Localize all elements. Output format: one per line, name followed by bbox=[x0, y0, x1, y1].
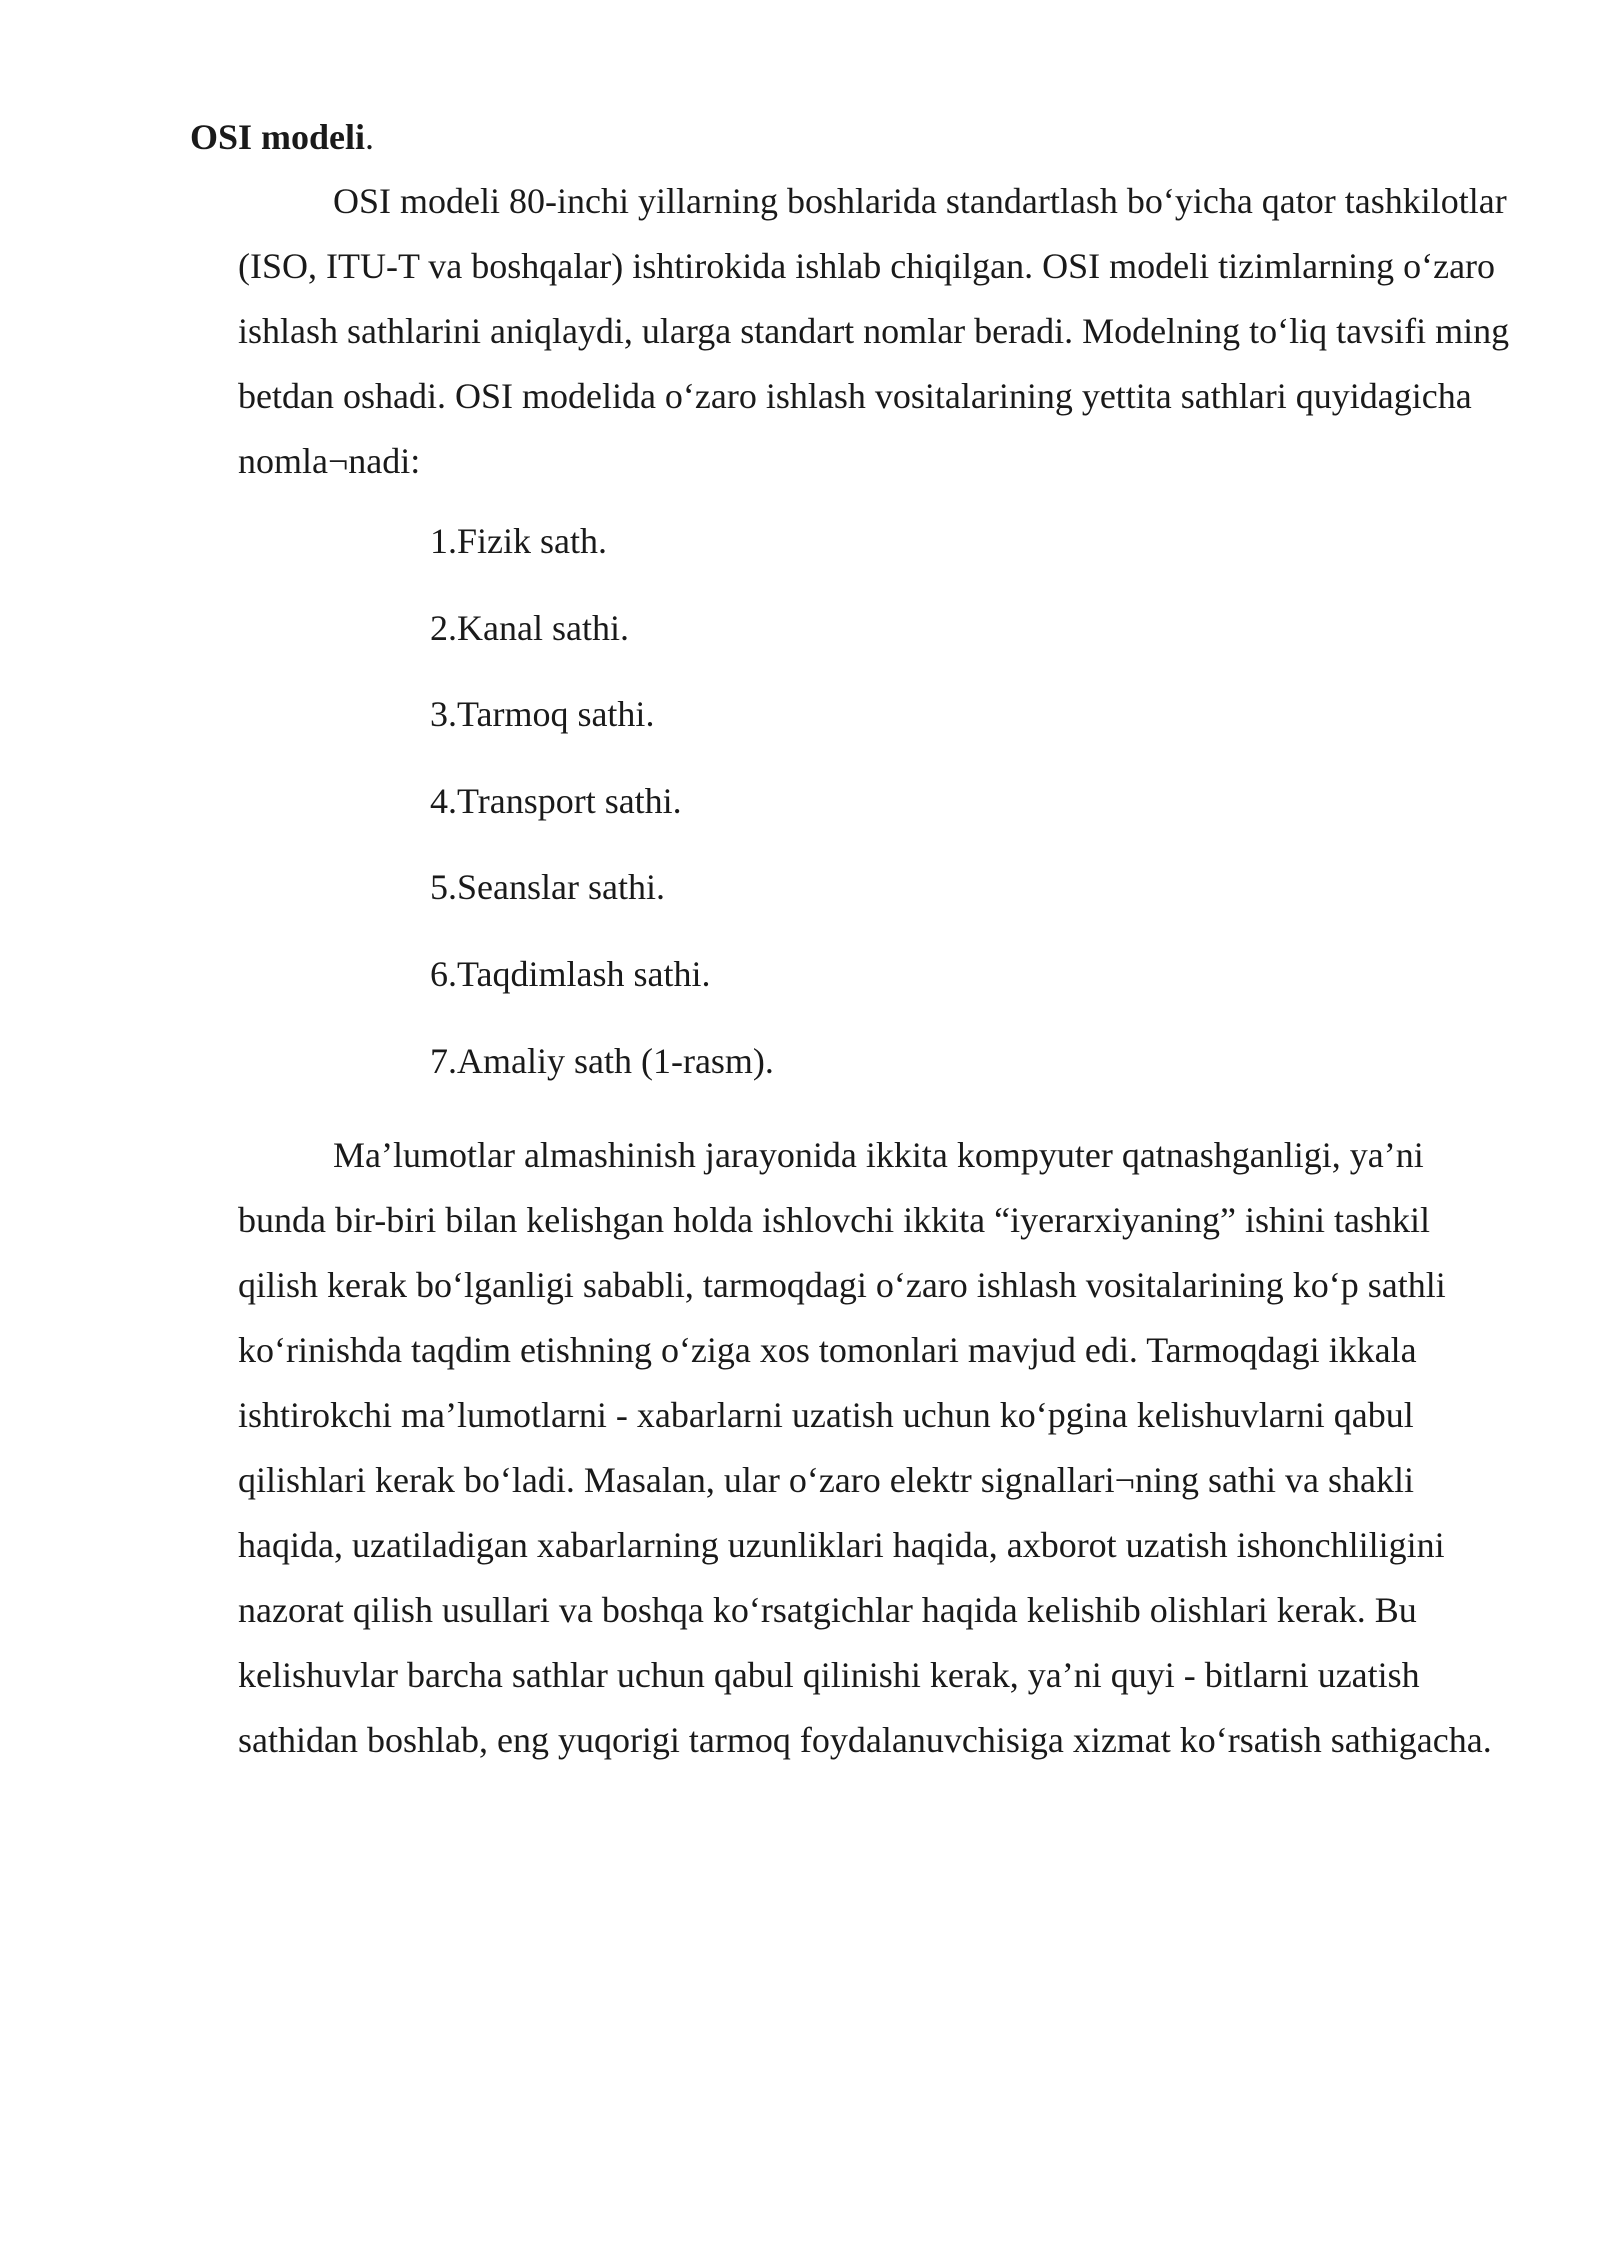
body-paragraph: Ma’lumotlar almashinish jarayonida ikkita kompyuter qatnashganligi, ya’ni bunda bir-biri bilan kelishgan holda ishlovchi ikkita “iyerarxiyaning” ishini tashkil qilish kerak bo‘lganligi sababli, tarmoqdagi o‘zaro ishlash vositalarining ko‘p sathli ko‘rinishda taqdim etishning o‘ziga xos tomonlari mavjud edi. Tarmoqdagi ikkala ishtirokchi ma’lumotlarni - xabarlarni uzatish uchun ko‘pgina kelishuvlarni qabul qilishlari kerak bo‘ladi. Masalan, ular o‘zaro elektr signallari¬ning sathi va shakli haqida, uzatiladigan xabarlarning uzunliklari haqida, axborot uzatish ishonchliligini nazorat qilish usullari va boshqa ko‘rsatgichlar haqida kelishib olishlari kerak. Bu kelishuvlar barcha sathlar uchun qabul qilinishi kerak, ya’ni quyi - bitlarni uzatish sathidan boshlab, eng yuqorigi tarmoq foydalanuvchisiga xizmat ko‘rsatish sathigacha. bbox=[238, 1135, 1492, 1760]
section-heading-title: OSI modeli bbox=[190, 117, 366, 157]
osi-level-item: 4.Transport sathi. bbox=[430, 780, 682, 821]
osi-levels-list bbox=[430, 516, 774, 1122]
osi-level-item: 1.Fizik sath. bbox=[430, 521, 607, 561]
section-heading bbox=[190, 112, 374, 162]
intro-paragraph: OSI modeli 80-inchi yillarning boshlarida standartlash bo‘yicha qator tashkilotlar (ISO, ITU-T va boshqalar) ishtirokida ishlab chiqilgan. OSI modeli tizimlarning o‘zaro ishlash sathlarini aniqlaydi, ularga standart nomlar beradi. Modelning to‘liq tavsifi ming betdan oshadi. OSI modelida o‘zaro ishlash vositalarining yettita sathlari quyidagicha nomla¬nadi: bbox=[238, 181, 1510, 481]
osi-level-item: 6.Taqdimlash sathi. bbox=[430, 953, 711, 994]
section-heading-period: . bbox=[365, 117, 375, 157]
osi-level-item: 3.Tarmoq sathi. bbox=[430, 694, 655, 735]
osi-level-item: 7.Amaliy sath (1-rasm). bbox=[430, 1040, 774, 1081]
osi-level-item: 2.Kanal sathi. bbox=[430, 607, 629, 648]
osi-level-item: 5.Seanslar sathi. bbox=[430, 867, 665, 908]
